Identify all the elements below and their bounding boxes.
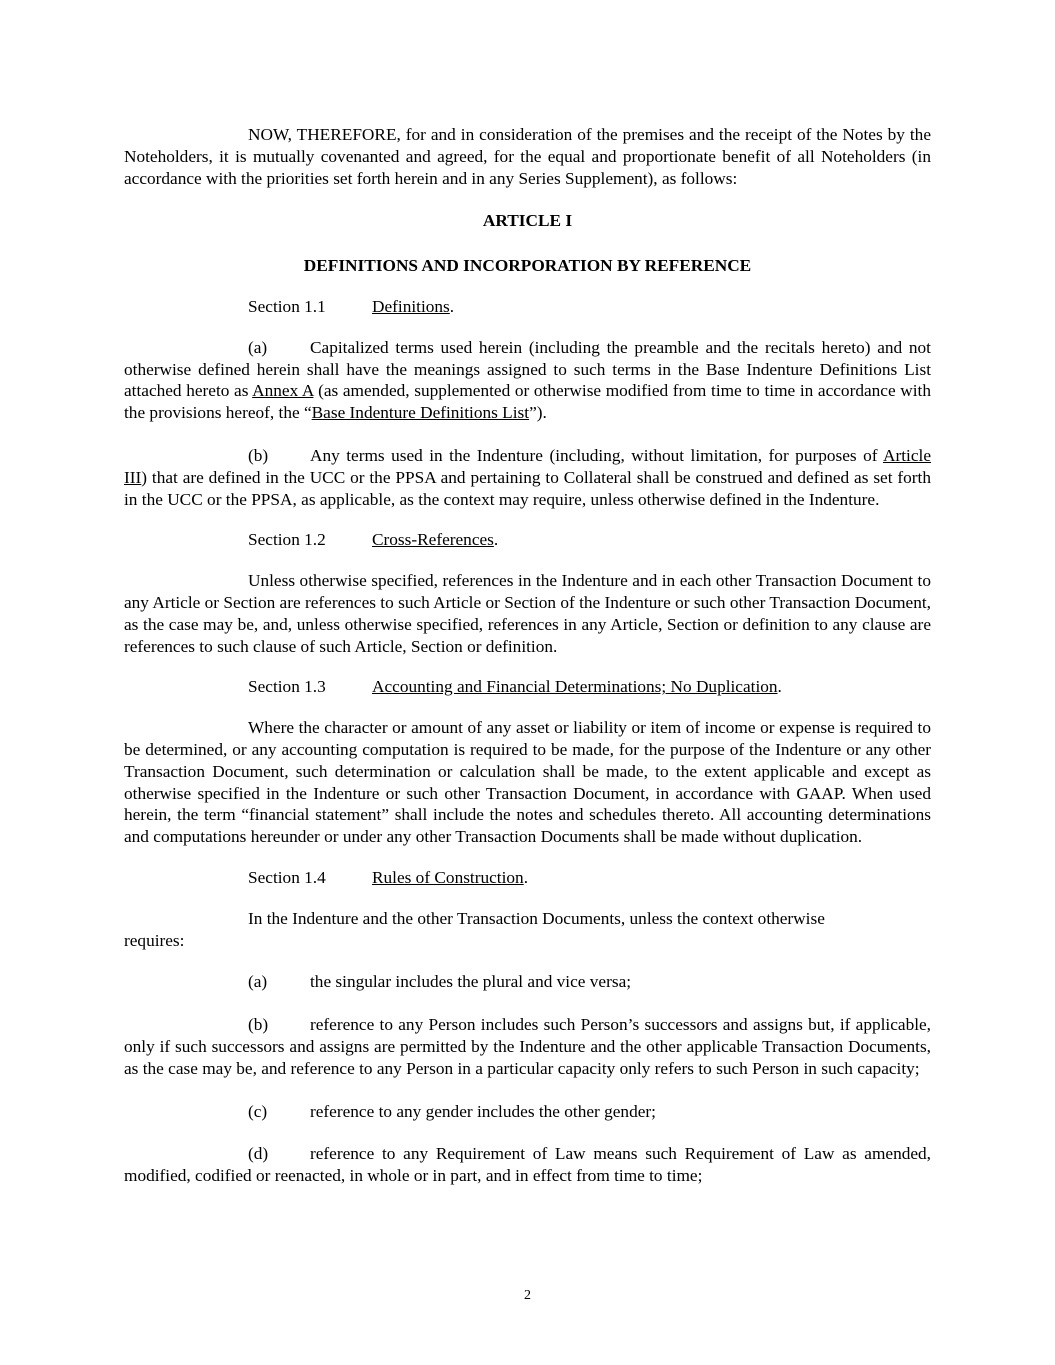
clause-text: the singular includes the plural and vice versa; <box>310 972 632 992</box>
intro-paragraph: NOW, THEREFORE, for and in consideration of the premises and the receipt of the Notes by the Noteholders, it is mutually covenanted and agreed, for the equal and proportionate benefit of all Noteholders (in accordance with the priorities set forth herein and in any Series Supplement), as follows: <box>124 125 931 188</box>
section-1-1-clause-b <box>124 445 931 510</box>
article-title: DEFINITIONS AND INCORPORATION BY REFERENCE <box>303 256 752 276</box>
section-1-4-lead <box>124 908 931 930</box>
clause-text: reference to any gender includes the other gender; <box>310 1101 656 1121</box>
section-number: Section 1.3 <box>248 677 326 697</box>
section-title: Definitions <box>372 296 450 316</box>
clause-text: (as amended, supplemented or otherwise modified from time to time in accordance with the provisions hereof, the “ <box>124 381 931 423</box>
clause-label: (c) <box>248 1101 268 1121</box>
clause-label: (a) <box>248 972 268 992</box>
section-1-4-lead-end: requires: <box>124 930 185 950</box>
clause-text: reference to any Person includes such Person’s successors and assigns but, if applicable, only if such successors and assigns are permitted by the Indenture and the other applicable Transaction Documents, as the case may be, and reference to any Person in a particular capacity only refers to such Person in such capacity; <box>124 1015 931 1078</box>
page-number: 2 <box>524 1288 531 1303</box>
clause-text: Any terms used in the Indenture (including, without limitation, for purposes of <box>310 445 884 465</box>
clause-label: (a) <box>248 337 268 357</box>
defined-term: Base Indenture Definitions List <box>311 403 530 423</box>
rule-item-b <box>124 1014 931 1079</box>
article-iii-reference: Article III <box>124 445 931 487</box>
clause-text: ”). <box>529 403 547 423</box>
section-title: Rules of Construction <box>372 867 524 887</box>
section-1-3-heading: Section 1.3 Accounting and Financial Determinations; No Duplication. <box>248 677 782 697</box>
section-number: Section 1.4 <box>248 867 326 887</box>
section-number: Section 1.2 <box>248 530 326 550</box>
clause-text: reference to any Requirement of Law means such Requirement of Law as amended, modified, codified or reenacted, in whole or in part, and in effect from time to time; <box>124 1144 931 1186</box>
section-1-1-heading: Section 1.1 Definitions. <box>248 296 455 316</box>
section-1-4-heading: Section 1.4 Rules of Construction. <box>248 867 529 887</box>
section-1-2-body: Unless otherwise specified, references in the Indenture and in each other Transaction Document to any Article or Section are references to such Article or Section of the Indenture or such other Transaction Document, as the case may be, and, unless otherwise specified, references in any Article, Section or definition to any clause are references to such clause of such Article, Section or definition. <box>124 571 931 656</box>
section-title: Accounting and Financial Determinations; No Duplication <box>372 677 778 697</box>
section-number: Section 1.1 <box>248 296 326 316</box>
page-body <box>124 124 931 1187</box>
rule-item-c <box>124 1101 931 1123</box>
annex-a-reference: Annex A <box>252 381 314 401</box>
clause-label: (b) <box>248 445 269 465</box>
clause-label: (d) <box>248 1144 269 1164</box>
section-1-3-body: Where the character or amount of any asset or liability or item of income or expense is required to be determined, or any accounting computation is required to be made, for the purpose of the Indenture or any other Transaction Document, such determination or calculation shall be made, to the extent applicable and except as otherwise specified in the Indenture or such other Transaction Document, in accordance with GAAP. When used herein, the term “financial statement” shall include the notes and schedules thereto. All accounting determinations and computations hereunder or under any other Transaction Documents shall be made without duplication. <box>124 718 931 847</box>
section-title: Cross-References <box>372 530 494 550</box>
section-1-2-heading: Section 1.2 Cross-References. <box>248 530 499 550</box>
article-heading: ARTICLE I <box>482 211 573 231</box>
rule-item-a <box>124 971 931 993</box>
clause-text: Capitalized terms used herein (including the preamble and the recitals hereto) and not otherwise defined herein shall have the meanings assigned to such terms in the Base Indenture Definitions List attached hereto as <box>124 337 931 401</box>
rule-item-d <box>124 1143 931 1187</box>
lead-text: In the Indenture and the other Transaction Documents, unless the context otherwise <box>248 908 825 928</box>
section-1-1-clause-a <box>124 337 931 424</box>
clause-text: ) that are defined in the UCC or the PPSA and pertaining to Collateral shall be construed and defined as set forth in the UCC or the PPSA, as applicable, as the context may require, unless otherwise defined in the Indenture. <box>124 467 931 509</box>
clause-label: (b) <box>248 1015 269 1035</box>
